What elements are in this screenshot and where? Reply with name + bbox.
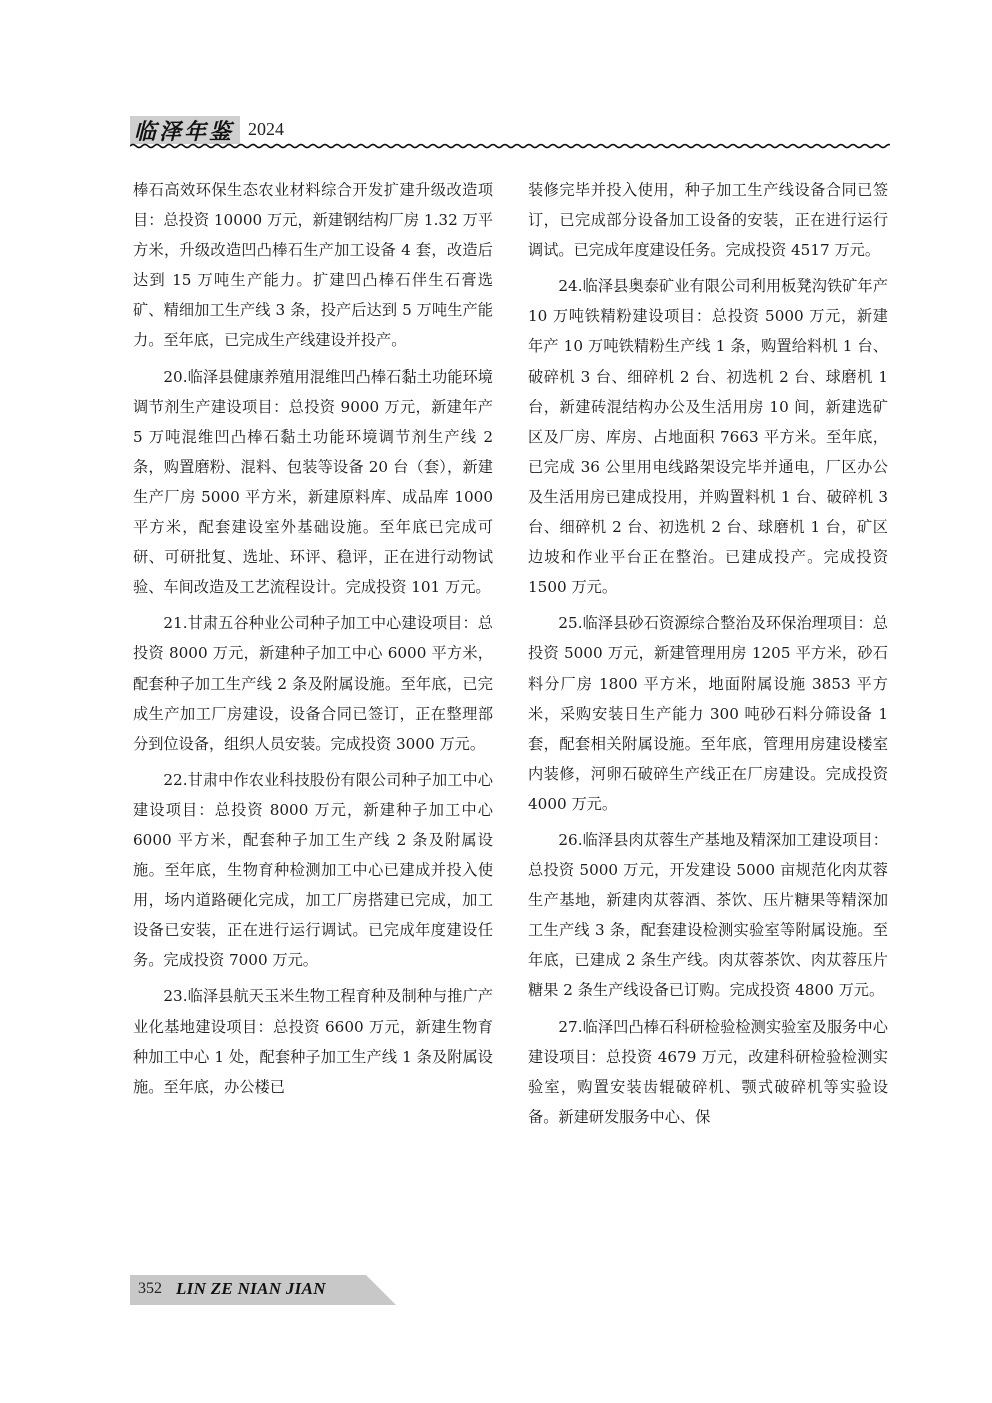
publication-name: LIN ZE NIAN JIAN: [176, 1279, 326, 1298]
header-year: 2024: [248, 119, 284, 139]
paragraph: 21.甘肃五谷种业公司种子加工中心建设项目：总投资 8000 万元，新建种子加工中心 6000 平方米，配套种子加工生产线 2 条及附属设施。至年底，已完成生产加工厂房建设，设备合同已签订，正在整理部分到位设备，组织人员安装。完成投资 3000 万元。: [133, 614, 493, 753]
page-footer: [130, 1275, 400, 1305]
paragraph: 20.临泽县健康养殖用混维凹凸棒石黏土功能环境调节剂生产建设项目：总投资 9000 万元，新建年产 5 万吨混维凹凸棒石黏土功能环境调节剂生产线 2 条，购置磨粉、混料、包装等设备 20 台（套），新建生产厂房 5000 平方米，新建原料库、成品库 1000 平方米，配套建设室外基础设施。至年底已完成可研、可研批复、选址、环评、稳评，正在进行动物试验、车间改造及工艺流程设计。完成投资 101 万元。: [133, 367, 493, 597]
running-header: [130, 112, 890, 148]
paragraph: 25.临泽县砂石资源综合整治及环保治理项目：总投资 5000 万元，新建管理用房 1205 平方米，砂石料分厂房 1800 平方米，地面附属设施 3853 平方米，采购安装日生产能力 300 吨砂石料分筛设备 1 套，配套相关附属设施。至年底，管理用房建设楼室内装修，河卵石破碎生产线正在厂房建设。完成投资 4000 万元。: [528, 614, 888, 813]
paragraph: 26.临泽县肉苁蓉生产基地及精深加工建设项目：总投资 5000 万元，开发建设 5000 亩规范化肉苁蓉生产基地，新建肉苁蓉酒、茶饮、压片糖果等精深加工生产线 3 条，配套建设检测实验室等附属设施。至年底，已建成 2 条生产线。肉苁蓉茶饮、肉苁蓉压片糖果 2 条生产线设备已订购。完成投资 4800 万元。: [528, 830, 888, 1000]
paragraph: 22.甘肃中作农业科技股份有限公司种子加工中心建设项目：总投资 8000 万元，新建种子加工中心 6000 平方米，配套种子加工生产线 2 条及附属设施。至年底，生物育种检测加工中心已建成并投入使用，场内道路硬化完成，加工厂房搭建已完成，加工设备已安装，正在进行运行调试。已完成年度建设任务。完成投资 7000 万元。: [133, 770, 493, 970]
paragraph: 装修完毕并投入使用，种子加工生产线设备合同已签订，已完成部分设备加工设备的安装，正在进行运行调试。已完成年度建设任务。完成投资 4517 万元。: [528, 181, 888, 260]
right-column: [528, 175, 888, 1132]
header-title-box: [130, 116, 240, 144]
paragraph: 24.临泽县奥泰矿业有限公司利用板凳沟铁矿年产 10 万吨铁精粉建设项目：总投资 5000 万元，新建年产 10 万吨铁精粉生产线 1 条，购置给料机 1 台、破碎机 3 台、细碎机 2 台、初选机 2 台、球磨机 1 台，新建砖混结构办公及生活用房 10 间，新建选矿区及厂房、库房、占地面积 7663 平方米。至年底，已完成 36 公里用电线路架设完毕并通电，厂区办公及生活用房已建成投用，并购置料机 1 台、破碎机 3 台、细碎机 2 台、初选机 2 台、球磨机 1 台，矿区边坡和作业平台正在整治。已建成投产。完成投资 1500 万元。: [528, 277, 888, 597]
header-wavy-rule: [130, 142, 890, 150]
paragraph: 棒石高效环保生态农业材料综合开发扩建升级改造项目：总投资 10000 万元，新建钢结构厂房 1.32 万平方米，升级改造凹凸棒石生产加工设备 4 套，改造后达到 15 万吨生产能力。扩建凹凸棒石伴生石膏选矿、精细加工生产线 3 条，投产后达到 5 万吨生产能力。至年底，已完成生产线建设并投产。: [133, 181, 493, 350]
page-number: 352: [138, 1280, 162, 1297]
yearbook-title: 临泽年鉴: [134, 118, 235, 145]
paragraph: 23.临泽县航天玉米生物工程育种及制种与推广产业化基地建设项目：总投资 6600 万元，新建生物育种加工中心 1 处，配套种子加工生产线 1 条及附属设施。至年底，办公楼已: [133, 987, 493, 1096]
left-column: [133, 175, 493, 1102]
paragraph: 27.临泽凹凸棒石科研检验检测实验室及服务中心建设项目：总投资 4679 万元，改建科研检验检测实验室，购置安装齿辊破碎机、颚式破碎机等实验设备。新建研发服务中心、保: [528, 1017, 888, 1126]
